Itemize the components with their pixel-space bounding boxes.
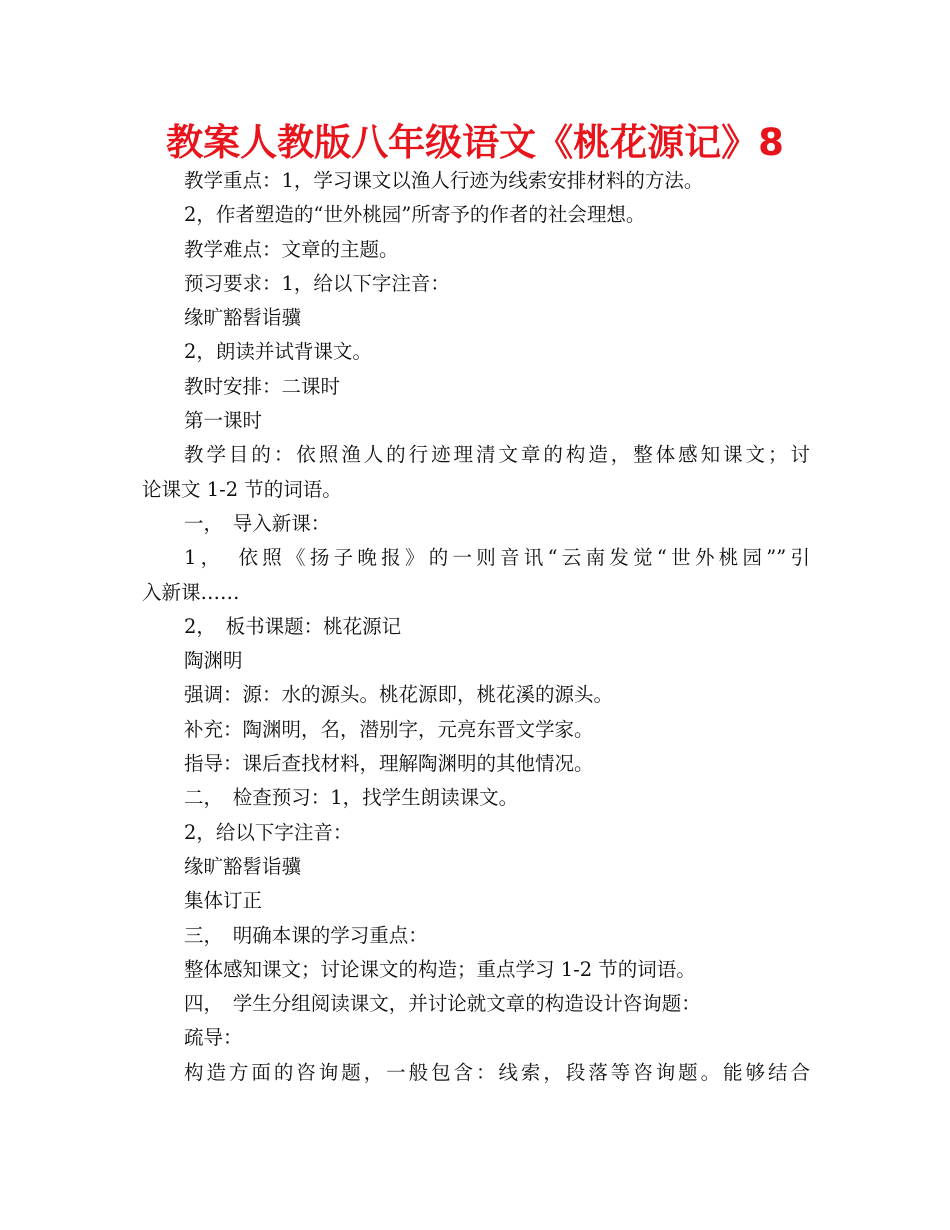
paragraph-line: 一， 导入新课： xyxy=(184,511,331,535)
paragraph-line: 教学目的：依照渔人的行迹理清文章的构造，整体感知课文；讨 xyxy=(184,443,810,467)
paragraph-line: 2， 板书课题：桃花源记 xyxy=(184,614,402,638)
paragraph-line: 三， 明确本课的学习重点： xyxy=(184,923,428,947)
document-body xyxy=(142,164,810,1090)
paragraph-line: 缘旷豁髫诣骥 xyxy=(184,306,302,330)
paragraph-line: 疏导： xyxy=(184,1026,243,1050)
document-title: 教案人教版八年级语文《桃花源记》8 xyxy=(166,121,784,164)
paragraph-line: 教学难点：文章的主题。 xyxy=(184,237,399,261)
paragraph-line: 强调：源：水的源头。桃花源即，桃花溪的源头。 xyxy=(184,683,614,707)
paragraph-line: 构造方面的咨询题，一般包含：线索，段落等咨询题。能够结合 xyxy=(184,1060,810,1084)
paragraph-line: 缘旷豁髫诣骥 xyxy=(184,854,302,878)
paragraph-line: 教时安排：二课时 xyxy=(184,374,341,398)
paragraph-line: 二， 检查预习：1，找学生朗读课文。 xyxy=(184,786,519,810)
paragraph-line: 预习要求：1，给以下字注音： xyxy=(184,271,450,295)
paragraph-line: 第一课时 xyxy=(184,409,263,433)
paragraph-line: 2，朗读并试背课文。 xyxy=(184,340,372,364)
paragraph-line: 陶渊明 xyxy=(184,649,243,673)
paragraph-line: 2，作者塑造的“世外桃园”所寄予的作者的社会理想。 xyxy=(184,203,646,227)
paragraph-line: 指导：课后查找材料，理解陶渊明的其他情况。 xyxy=(184,752,594,776)
paragraph-line: 集体订正 xyxy=(184,889,263,913)
paragraph-line: 补充：陶渊明，名，潜别字，元亮东晋文学家。 xyxy=(184,717,594,741)
paragraph-line: 论课文 1-2 节的词语。 xyxy=(142,477,342,501)
paragraph-line: 2，给以下字注音： xyxy=(184,820,353,844)
paragraph-line: 整体感知课文；讨论课文的构造；重点学习 1-2 节的词语。 xyxy=(184,957,696,981)
paragraph-line: 教学重点：1，学习课文以渔人行迹为线索安排材料的方法。 xyxy=(184,169,704,192)
paragraph-line: 四， 学生分组阅读课文，并讨论就文章的构造设计咨询题： xyxy=(184,992,701,1016)
paragraph-line: 1， 依照《扬子晚报》的一则音讯“云南发觉“世外桃园””引 xyxy=(184,546,810,570)
paragraph-line: 入新课…… xyxy=(142,580,240,604)
